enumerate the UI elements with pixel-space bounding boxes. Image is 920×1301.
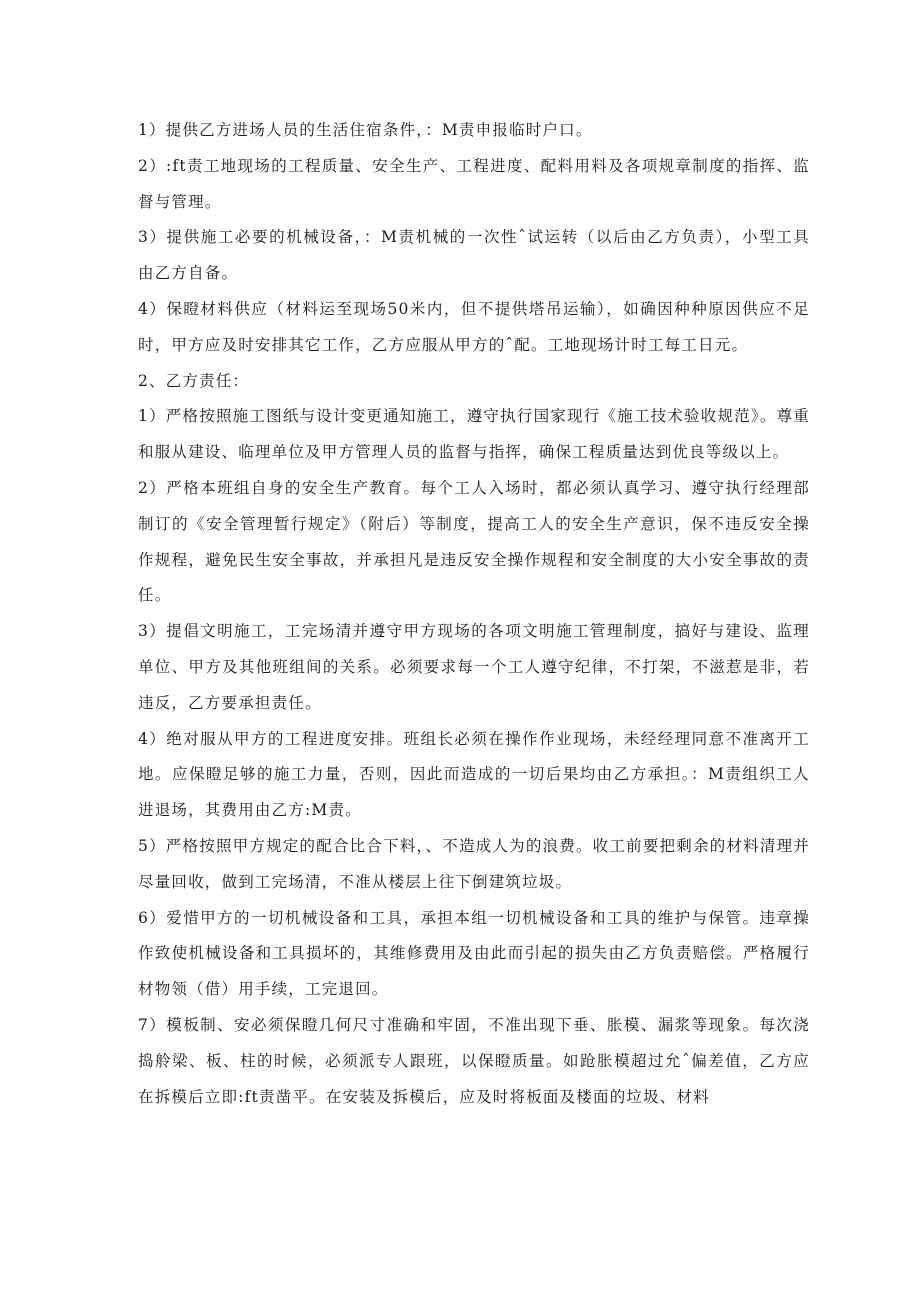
paragraph-party-b-1: 1）严格按照施工图纸与设计变更通知施工，遵守执行国家现行《施工技术验收规范》。尊重和服从建设、临理单位及甲方管理人员的监督与指挥，确保工程质量达到优良等级以上。 (138, 407, 810, 462)
paragraph-party-b-6: 6）爱惜甲方的一切机械设备和工具，承担本组一切机械设备和工具的维护与保管。违章操作致使机械设备和工具损坏的，其维修费用及由此而引起的损失由乙方负责赔偿。严格履行材物领（借）用手续，工完退回。 (138, 908, 810, 999)
paragraph-party-b-4: 4）绝对服从甲方的工程进度安排。班组长必须在操作作业现场，未经经理同意不准离开工地。应保瞪足够的施工力量，否则，因此而造成的一切后果均由乙方承担。：M责组织工人进退场，其费用由乙方:M责。 (138, 729, 810, 820)
paragraph-party-b-3: 3）提倡文明施工，工完场清并遵守甲方现场的各项文明施工管理制度，搞好与建设、监理单位、甲方及其他班组间的关系。必须要求每一个工人遵守纪律，不打架，不滋惹是非，若违反，乙方要承担责任。 (138, 622, 810, 712)
paragraph-party-b-5: 5）严格按照甲方规定的配合比合下料，、不造成人为的浪费。收工前要把剩余的材料清理并尽量回收，做到工完场清，不准从楼层上往下倒建筑垃圾。 (138, 836, 810, 891)
paragraph-party-a-4: 4）保瞪材料供应（材料运至现场50米内，但不提供塔吊运输），如确因种种原因供应不足时，甲方应及时安排其它工作，乙方应服从甲方的ˆ配。工地现场计时工每工日元。 (138, 299, 810, 354)
paragraph-party-a-2: 2）:ft责工地现场的工程质量、安全生产、工程进度、配料用料及各项规章制度的指挥、监督与管理。 (138, 156, 810, 211)
section-heading-party-b: 2、乙方责任： (138, 371, 250, 390)
paragraph-party-b-7: 7）模板制、安必须保瞪几何尺寸准确和牢固，不准出现下垂、胀模、漏浆等现象。每次浇捣舲梁、板、柱的时候，必须派专人跟班，以保瞪质量。如跄胀模超过允ˆ偏差值，乙方应在拆模后立即:ft责凿平。在安装及拆模后，应及时将板面及楼面的垃圾、材料 (138, 1015, 810, 1106)
paragraph-party-b-2: 2）严格本班组自身的安全生产教育。每个工人入场时，都必须认真学习、遵守执行经理部制订的《安全管理暂行规定》（附后）等制度，提高工人的安全生产意识，保不违反安全操作规程，避免民生安全事故，并承担凡是违反安全操作规程和安全制度的大小安全事故的责任。 (138, 478, 810, 605)
paragraph-party-a-3: 3）提供施工必要的机械设备，：M责机械的一次性ˆ试运转（以后由乙方负责），小型工具由乙方自备。 (138, 228, 810, 283)
paragraph-party-a-1: 1）提供乙方进场人员的生活住宿条件，：M责申报临时户口。 (138, 121, 593, 139)
